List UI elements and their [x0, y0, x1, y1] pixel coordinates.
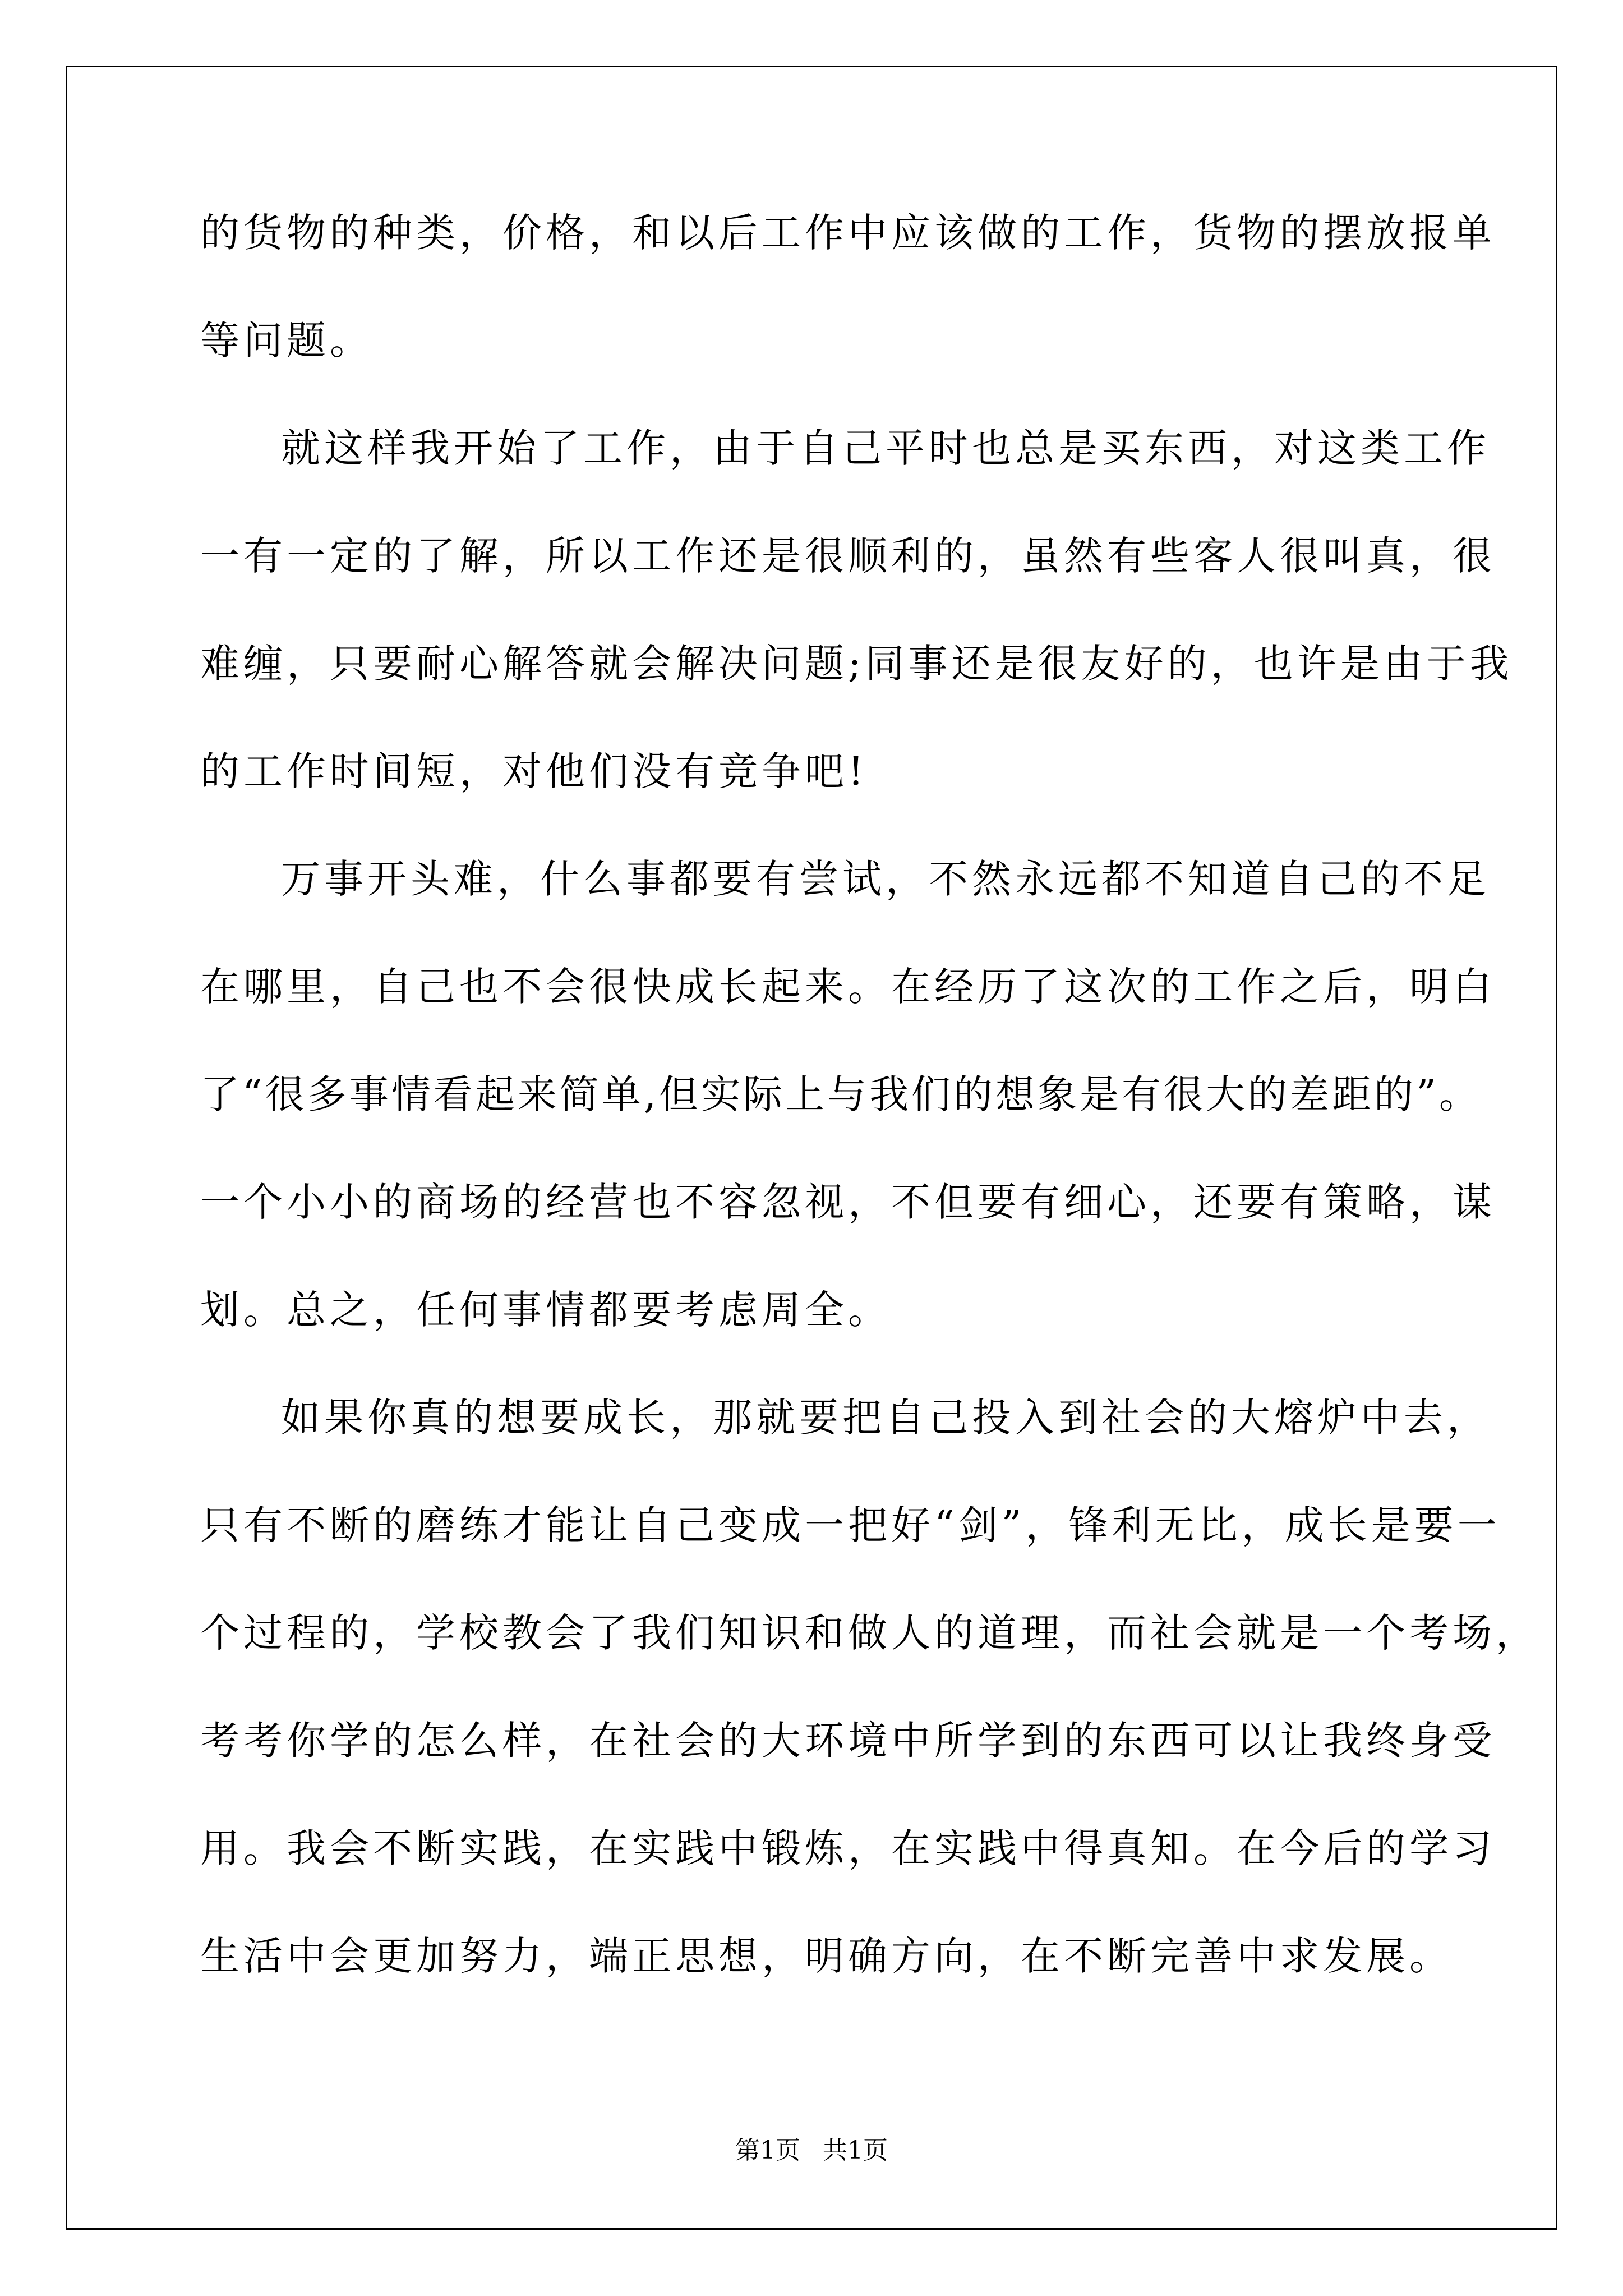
text-line: 在哪里，自己也不会很快成长起来。在经历了这次的工作之后，明白 — [200, 964, 1496, 1010]
text-line: 的工作时间短，对他们没有竞争吧! — [200, 748, 868, 794]
text-line: 了“很多事情看起来简单,但实际上与我们的想象是有很大的差距的”。 — [200, 1071, 1481, 1117]
paragraph-start-line: 如果你真的想要成长，那就要把自己投入到社会的大熔炉中去， — [281, 1395, 1490, 1441]
text-line: 等问题。 — [200, 318, 373, 364]
text-line: 考考你学的怎么样，在社会的大环境中所学到的东西可以让我终身受 — [200, 1718, 1496, 1764]
text-line: 的货物的种类，价格，和以后工作中应该做的工作，货物的摆放报单 — [200, 210, 1496, 256]
page-total: 共1页 — [823, 2136, 888, 2165]
paragraph-start-line: 万事开头难，什么事都要有尝试，不然永远都不知道自己的不足 — [281, 856, 1490, 902]
text-line: 用。我会不断实践，在实践中锻炼，在实践中得真知。在今后的学习 — [200, 1825, 1496, 1871]
page-border — [66, 66, 1557, 2230]
text-line: 个过程的，学校教会了我们知识和做人的道理，而社会就是一个考场， — [200, 1610, 1539, 1656]
page-number: 第1页 — [735, 2136, 800, 2165]
paragraph-start-line: 就这样我开始了工作，由于自己平时也总是买东西，对这类工作 — [281, 425, 1490, 471]
page-footer — [0, 2138, 1623, 2163]
text-line: 难缠，只要耐心解答就会解决问题;同事还是很友好的，也许是由于我 — [200, 641, 1513, 687]
text-line: 一有一定的了解，所以工作还是很顺利的，虽然有些客人很叫真，很 — [200, 533, 1496, 579]
text-line: 一个小小的商场的经营也不容忽视，不但要有细心，还要有策略，谋 — [200, 1179, 1496, 1225]
text-line: 生活中会更加努力，端正思想，明确方向，在不断完善中求发展。 — [200, 1933, 1453, 1979]
text-line: 只有不断的磨练才能让自己变成一把好“剑”，锋利无比，成长是要一 — [200, 1502, 1501, 1548]
text-line: 划。总之，任何事情都要考虑周全。 — [200, 1287, 891, 1333]
